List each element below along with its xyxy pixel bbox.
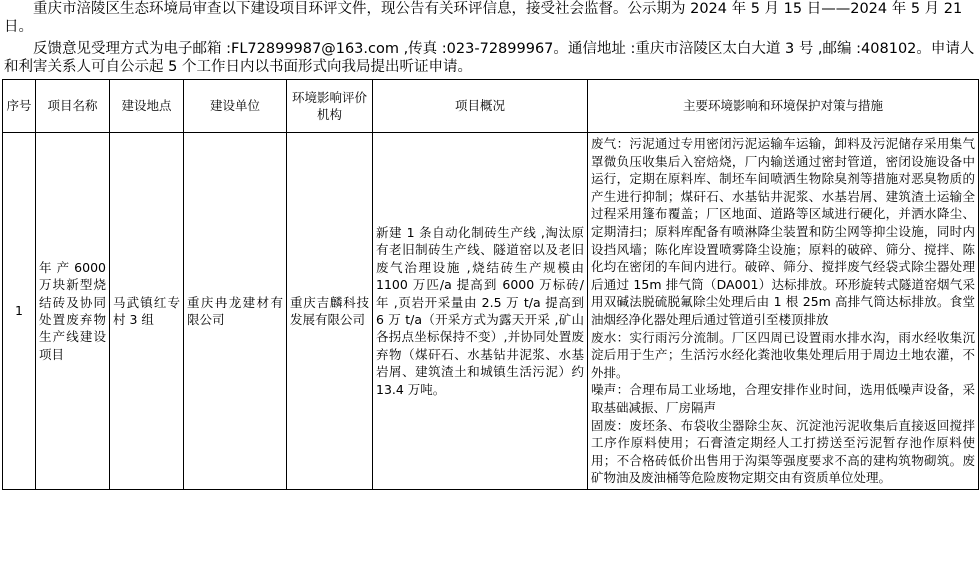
table-row: [3, 133, 979, 490]
measures-waste-gas: 废气：污泥通过专用密闭污泥运输车运输，卸料及污泥储存采用集气罩微负压收集后入窑焙烧，厂内输送通过密封管道，密闭设施设备中运行，定期在原料库、制坯车间喷洒生物除臭剂等措施对恶臭物质的产生进行抑制；煤矸石、水基钻井泥浆、水基岩屑、建筑渣土运输全过程采用篷布覆盖；厂区地面、道路等区域进行硬化，并洒水降尘、定期清扫；原料库配备有喷淋降尘装置和防尘网等抑尘设施，同时内设挡风墙；陈化库设置喷雾降尘设施；原料的破碎、筛分、搅拌、陈化均在密闭的车间内进行。破碎、筛分、搅拌废气经袋式除尘器处理后通过 15m 排气筒（DA001）达标排放。环形旋转式隧道窑烟气采用双碱法脱硫脱氟除尘处理后由 1 根 25m 高排气筒达标排放。食堂油烟经净化器处理后通过管道引至楼顶排放: [591, 136, 975, 327]
notice-intro: [0, 0, 979, 76]
table-header-row: [3, 80, 979, 133]
cell-construction-unit: 重庆冉龙建材有限公司: [184, 133, 287, 490]
header-overview: 项目概况: [373, 80, 588, 133]
measures-solid-waste: 固废：废坯条、布袋收尘器除尘灰、沉淀池污泥收集后直接返回搅拌工序作原料使用；石膏渣定期经人工打捞送至污泥暂存池作原料使用；不合格砖低价出售用于沟渠等强度要求不高的建构筑物砌筑。废矿物油及废油桶等危险废物定期交由有资质单位处理。: [591, 417, 975, 486]
header-seq: 序号: [3, 80, 36, 133]
project-table: [2, 79, 979, 490]
header-measures: 主要环境影响和环境保护对策与措施: [588, 80, 979, 133]
cell-measures: [588, 133, 979, 490]
cell-eia-agency: 重庆吉麟科技发展有限公司: [287, 133, 373, 490]
cell-overview: 新建 1 条自动化制砖生产线 ,淘汰原有老旧制砖生产线、隧道窑以及老旧废气治理设施 ,烧结砖生产规模由 1100 万匹/a 提高到 6000 万标砖/年 ,页岩开采量由 2.5 万 t/a 提高到 6 万 t/a（开采方式为露天开采 ,矿山各拐点坐标保持不变）,并协同处置废弃物（煤矸石、水基钻井泥浆、水基岩屑、建筑渣土和城镇生活污泥）约 13.4 万吨。: [373, 133, 588, 490]
header-location: 建设地点: [110, 80, 184, 133]
header-project-name: 项目名称: [36, 80, 110, 133]
header-construction-unit: 建设单位: [184, 80, 287, 133]
header-eia-agency: 环境影响评价机构: [287, 80, 373, 133]
cell-location: 马武镇红专村 3 组: [110, 133, 184, 490]
measures-noise: 噪声：合理布局工业场地，合理安排作业时间，选用低噪声设备，采取基础减振、厂房隔声: [591, 382, 975, 415]
cell-project-name: 年 产 6000 万块新型烧结砖及协同处置废弃物生产线建设项目: [36, 133, 110, 490]
notice-paragraph-announcement: 重庆市涪陵区生态环境局审查以下建设项目环评文件，现公告有关环评信息，接受社会监督。公示期为 2024 年 5 月 15 日——2024 年 5 月 21 日。: [4, 1, 963, 35]
measures-waste-water: 废水：实行雨污分流制。厂区四周已设置雨水排水沟，雨水经收集沉淀后用于生产；生活污水经化粪池收集处理后用于周边土地农灌，不外排。: [591, 329, 975, 380]
cell-seq: 1: [3, 133, 36, 490]
notice-paragraph-feedback: 反馈意见受理方式为电子邮箱 :FL72899987@163.com ,传真 :023-72899967。通信地址 :重庆市涪陵区太白大道 3 号 ,邮编 :408102。申请人和利害关系人可自公示起 5 个工作日内以书面形式向我局提出听证申请。: [4, 41, 975, 75]
